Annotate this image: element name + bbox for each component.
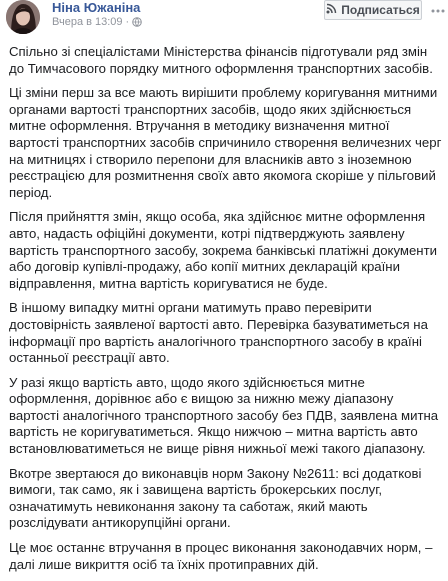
avatar[interactable] bbox=[6, 0, 40, 34]
post-paragraph: Після прийняття змін, якщо особа, яка здійснює митне оформлення авто, надасть офіційні документи, котрі підтверджують заявлену вартість транспортного засобу, зокрема банківські платіжні документи або договір купівлі-продажу, або копії митних декларацій країни відправлення, митна вартість коригуватися не буде. bbox=[9, 209, 437, 291]
follow-button[interactable] bbox=[324, 0, 422, 20]
post-timestamp[interactable]: Вчера в 13:09 bbox=[52, 16, 123, 28]
post-paragraph: Це моє останнє втручання в процес виконання законодавчих норм, – далі лише викриття осіб та їхніх протиправних дій. bbox=[9, 540, 433, 572]
post-body bbox=[9, 44, 443, 581]
follow-label: Подписаться bbox=[341, 3, 420, 17]
post-meta bbox=[52, 16, 142, 28]
globe-icon bbox=[132, 17, 142, 27]
author-name[interactable]: Ніна Южаніна bbox=[52, 0, 141, 15]
separator-dot: · bbox=[125, 16, 130, 28]
post-paragraph: Ці зміни перш за все мають вирішити проблему коригування митними органами вартості транспортних засобів, щодо яких здійснюється митне оформлення. Втручання в методику визначення митної вартості транспортних засобів спричинило створення величезних черг на митницях і створило перепони для власників авто з іноземною реєстрацією для розмитнення своїх авто якомога скоріше у пільговий період. bbox=[9, 85, 442, 200]
post-paragraph: Спільно зі спеціалістами Міністерства фінансів підготували ряд змін до Тимчасового порядку митного оформлення транспортних засобів. bbox=[9, 44, 433, 76]
follow-rss-icon bbox=[326, 3, 337, 17]
more-icon[interactable] bbox=[430, 1, 446, 19]
post-paragraph: У разі якщо вартість авто, щодо якого здійснюється митне оформлення, дорівнює або є вищою за нижню межу діапазону вартості аналогічного транспортного засобу без ПДВ, заявлена митна вартість не коригуватиметься. Якщо нижчою – митна вартість авто встановлюватиметься не вище рівня нижньої межі такого діапазону. bbox=[9, 374, 439, 457]
post-paragraph: Вкотре звертаюся до виконавців норм Закону №2611: всі додаткові вимоги, так само, як і завищена вартість брокерських послуг, означатимуть невиконання закону та саботаж, який мають розслідувати антикорупційні органи. bbox=[9, 465, 422, 531]
post-paragraph: В іншому випадку митні органи матимуть право перевірити достовірність заявленої вартості авто. Перевірка базуватиметься на інформації про вартість аналогічного транспортного засобу в країні останньої реєстрації авто. bbox=[9, 300, 428, 366]
post-header bbox=[0, 0, 448, 38]
